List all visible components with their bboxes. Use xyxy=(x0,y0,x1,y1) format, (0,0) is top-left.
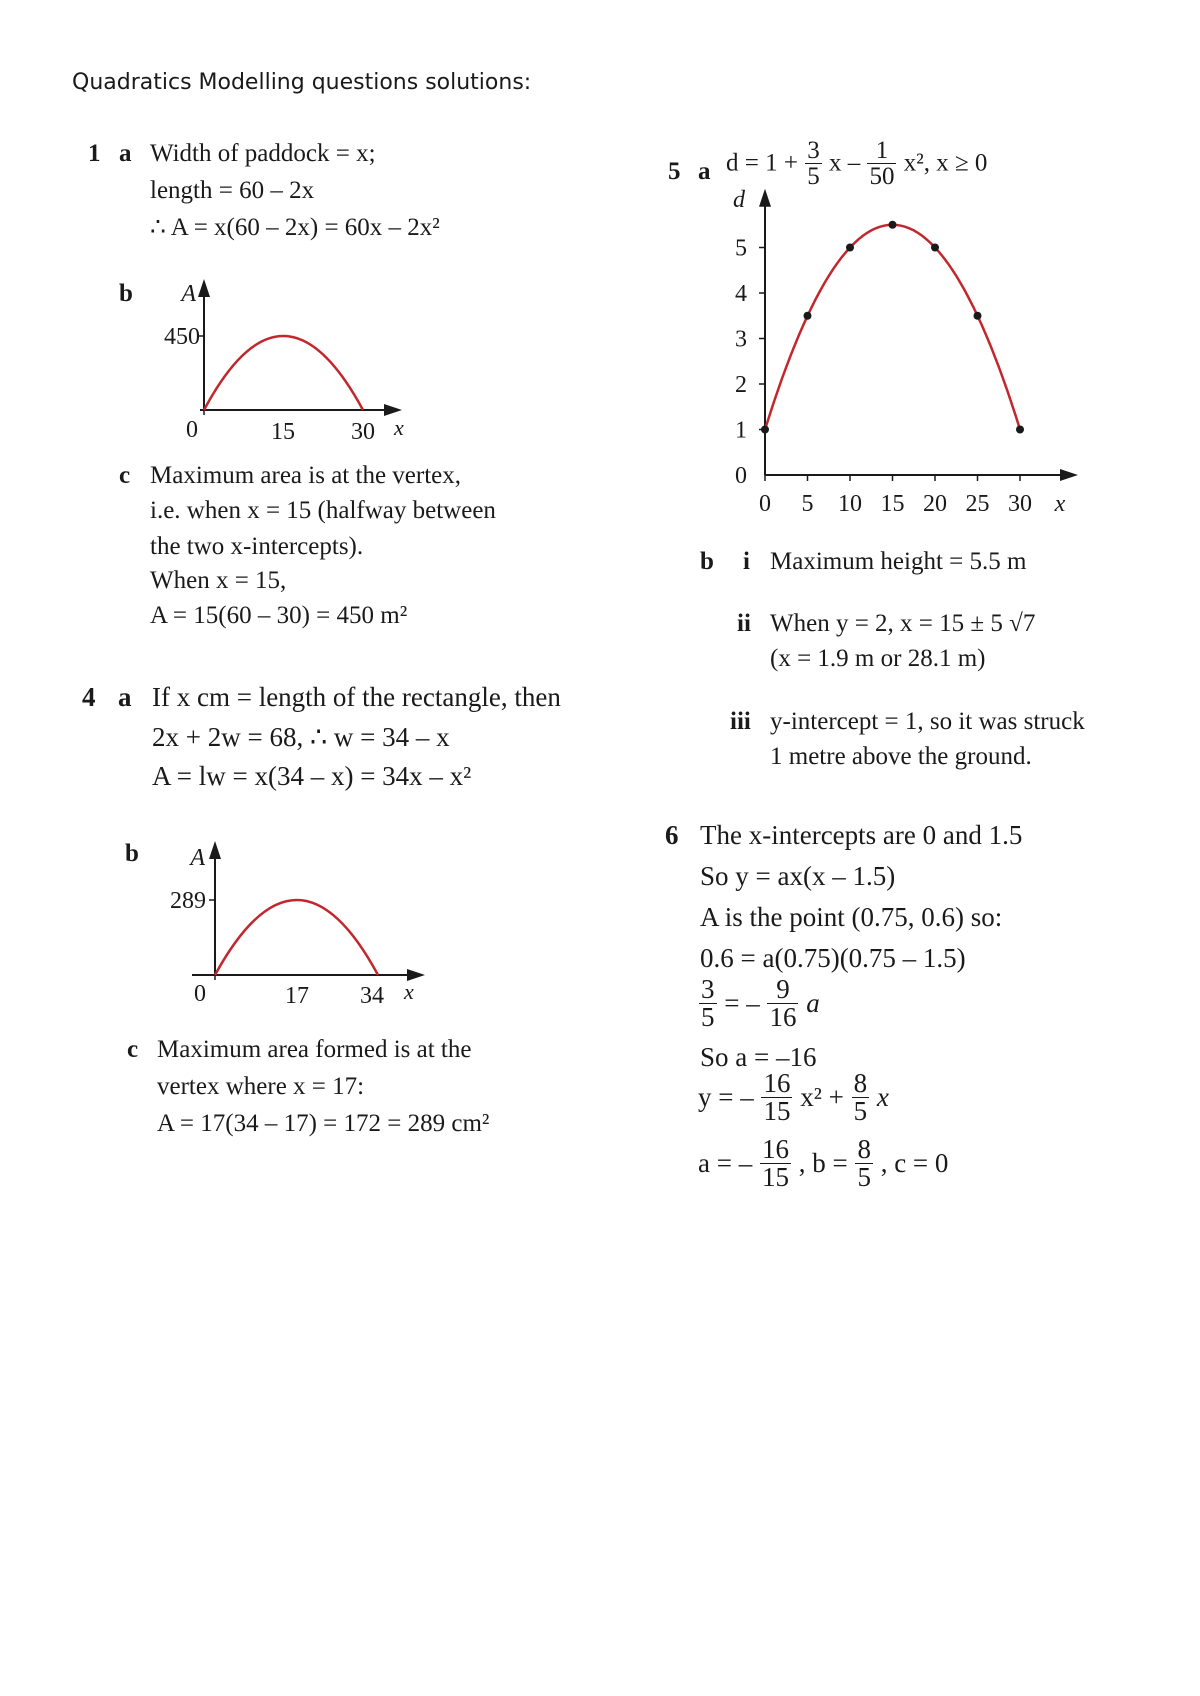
q5b-iii-label: iii xyxy=(730,708,751,735)
q6-line6: So a = –16 xyxy=(700,1042,817,1072)
q6-l8-tail: , c = 0 xyxy=(880,1148,949,1178)
q6-line8 xyxy=(698,1136,948,1191)
q5a-frac1 xyxy=(805,138,822,189)
q1a-line2: length = 60 – 2x xyxy=(150,177,315,204)
q5b-label: b xyxy=(700,548,714,575)
q5b-ii-text2: (x = 1.9 m or 28.1 m) xyxy=(770,645,986,672)
q1-y-tick-label: 450 xyxy=(164,324,200,350)
q5-point-30 xyxy=(1016,426,1024,434)
q5-point-20 xyxy=(931,244,939,252)
q6-line7 xyxy=(698,1070,889,1125)
q5-y-arrow xyxy=(759,189,771,207)
q4-graph xyxy=(150,835,440,1010)
q1b-label: b xyxy=(119,280,133,307)
q1-x-tick-label-15: 15 xyxy=(271,419,295,445)
q5-point-10 xyxy=(846,244,854,252)
q4c-line1: Maximum area formed is at the xyxy=(157,1036,472,1063)
q6-l5-tail: a xyxy=(806,988,820,1018)
q5-x-tick-label-0: 0 xyxy=(759,491,771,517)
q5-y-tick-label-2: 2 xyxy=(735,372,747,398)
q1c-label: c xyxy=(119,462,131,489)
q6-l5-frac1 xyxy=(699,976,717,1031)
q6-line1: The x-intercepts are 0 and 1.5 xyxy=(700,820,1023,850)
q5b-i-label: i xyxy=(743,548,750,575)
q5-graph xyxy=(715,186,1095,530)
q1-x-tick-label-30: 30 xyxy=(351,419,375,445)
q5-point-25 xyxy=(974,312,982,320)
q4c-line3: A = 17(34 – 17) = 172 = 289 cm² xyxy=(157,1110,490,1137)
q6-line3: A is the point (0.75, 0.6) so: xyxy=(700,902,1003,932)
q4-parabola xyxy=(215,900,378,975)
q6-l8-frac1-num: 16 xyxy=(761,1134,789,1164)
q6-number: 6 xyxy=(665,820,679,850)
q5-y-tick-label-0: 0 xyxy=(735,463,747,489)
q6-l5-frac2-num: 9 xyxy=(767,976,798,1004)
q4-x-tick-label-17: 17 xyxy=(285,983,309,1009)
q4-number: 4 xyxy=(82,682,96,712)
q1-graph xyxy=(140,275,420,450)
q6-l7-mid: x² + xyxy=(800,1082,844,1112)
q5-x-tick-label-20: 20 xyxy=(923,491,947,517)
q5a-eq-mid: x – xyxy=(828,149,861,177)
q5b-ii-text: When y = 2, x = 15 ± 5 √7 xyxy=(770,610,1036,637)
q6-l7-frac1-num: 16 xyxy=(763,1068,791,1098)
q4-x-label: x xyxy=(404,979,414,1004)
q6-line2: So y = ax(x – 1.5) xyxy=(700,861,896,891)
q1-x-label: x xyxy=(394,415,404,440)
q5-x-label: x xyxy=(1054,491,1066,517)
q6-line5 xyxy=(698,976,820,1031)
q5-y-tick-label-3: 3 xyxy=(735,326,747,353)
q5-x-tick-label-5: 5 xyxy=(801,491,814,517)
q6-l7-lhs: y = – xyxy=(698,1082,754,1112)
q5a-label: a xyxy=(698,158,711,185)
q4-origin-label: 0 xyxy=(194,981,206,1007)
q4-y-arrow xyxy=(209,841,221,859)
q6-l8-frac2 xyxy=(855,1136,873,1191)
q6-l5-eq: = – xyxy=(724,988,760,1018)
q6-l7-frac2-den: 5 xyxy=(853,1096,868,1126)
q5a-eq-rhs: x², x ≥ 0 xyxy=(903,149,988,177)
q6-line4: 0.6 = a(0.75)(0.75 – 1.5) xyxy=(700,943,966,973)
q4a-label: a xyxy=(118,682,132,712)
q5-curve xyxy=(765,225,1020,430)
q1c-line5: A = 15(60 – 30) = 450 m² xyxy=(150,602,408,629)
q5b-ii-label: ii xyxy=(737,610,751,637)
q1c-line2: i.e. when x = 15 (halfway between xyxy=(150,497,496,524)
q5a-frac2 xyxy=(867,138,896,189)
q6-l7-frac2 xyxy=(852,1070,870,1125)
q4c-line2: vertex where x = 17: xyxy=(157,1073,365,1100)
q5-point-5 xyxy=(804,312,812,320)
q1-origin-label: 0 xyxy=(186,417,198,443)
q1-parabola xyxy=(204,336,363,410)
q4a-line2: 2x + 2w = 68, ∴ w = 34 – x xyxy=(152,722,450,752)
q6-l5-frac1-num: 3 xyxy=(701,974,715,1004)
q4b-label: b xyxy=(125,840,139,867)
q1-number: 1 xyxy=(88,140,101,167)
q1a-label: a xyxy=(119,140,132,167)
q5-x-tick-label-30: 30 xyxy=(1008,491,1032,517)
q6-l8-lhs: a = – xyxy=(698,1148,753,1178)
q5-x-tick-label-10: 10 xyxy=(838,491,862,517)
q5a-frac2-num: 1 xyxy=(867,138,896,164)
q5a-frac2-den: 50 xyxy=(869,163,895,190)
q4-y-label: A xyxy=(190,845,205,871)
q5a-eq-lhs: d = 1 + xyxy=(726,149,798,177)
q5-x-tick-label-15: 15 xyxy=(880,491,905,517)
q6-l5-frac1-den: 5 xyxy=(701,1002,715,1032)
q6-l5-frac2 xyxy=(767,976,798,1031)
q6-l8-frac2-den: 5 xyxy=(857,1162,871,1192)
q5-chart-group xyxy=(733,187,1078,517)
q1c-line4: When x = 15, xyxy=(150,567,287,594)
q6-l7-frac2-num: 8 xyxy=(853,1068,868,1098)
q4c-label: c xyxy=(127,1036,139,1063)
q6-l5-frac2-den: 16 xyxy=(769,1002,797,1032)
q1c-line1: Maximum area is at the vertex, xyxy=(150,462,461,489)
q5-y-label: d xyxy=(733,186,745,213)
q5b-i-text: Maximum height = 5.5 m xyxy=(770,548,1027,575)
q5-number: 5 xyxy=(668,158,681,185)
q5a-frac1-den: 5 xyxy=(807,163,820,190)
q6-l8-mid: , b = xyxy=(798,1148,848,1178)
q6-l7-frac1 xyxy=(761,1070,792,1125)
q5a-frac1-num: 3 xyxy=(807,137,820,164)
q5a-equation xyxy=(726,138,987,189)
q6-l8-frac1-den: 15 xyxy=(761,1162,789,1192)
q4-y-tick-label: 289 xyxy=(170,888,206,914)
q5-y-tick-label-4: 4 xyxy=(735,281,747,307)
q6-l7-frac1-den: 15 xyxy=(763,1096,791,1126)
q5-point-0 xyxy=(761,426,769,434)
q1c-line3: the two x-intercepts). xyxy=(150,533,364,560)
q4a-line1: If x cm = length of the rectangle, then xyxy=(152,682,561,712)
q4-x-tick-label-34: 34 xyxy=(360,983,384,1009)
q5-x-arrow xyxy=(1060,469,1078,481)
q5-y-tick-label-1: 1 xyxy=(735,417,747,444)
q5-point-15 xyxy=(889,221,897,229)
q6-l8-frac1 xyxy=(760,1136,791,1191)
q5-y-tick-label-5: 5 xyxy=(735,235,747,262)
q1-y-label: A xyxy=(181,281,196,307)
q6-l7-tail: x xyxy=(876,1082,889,1112)
q5-x-tick-label-25: 25 xyxy=(965,491,990,517)
q1a-line3: ∴ A = x(60 – 2x) = 60x – 2x² xyxy=(150,214,440,241)
q5b-iii-text: y-intercept = 1, so it was struck xyxy=(770,708,1085,735)
q4a-line3: A = lw = x(34 – x) = 34x – x² xyxy=(152,761,472,791)
page-title: Quadratics Modelling questions solutions: xyxy=(72,70,532,95)
q6-l8-frac2-num: 8 xyxy=(857,1134,871,1164)
q1-y-arrow xyxy=(198,279,210,297)
q5b-iii-text2: 1 metre above the ground. xyxy=(770,743,1032,770)
q1a-line1: Width of paddock = x; xyxy=(150,140,376,167)
